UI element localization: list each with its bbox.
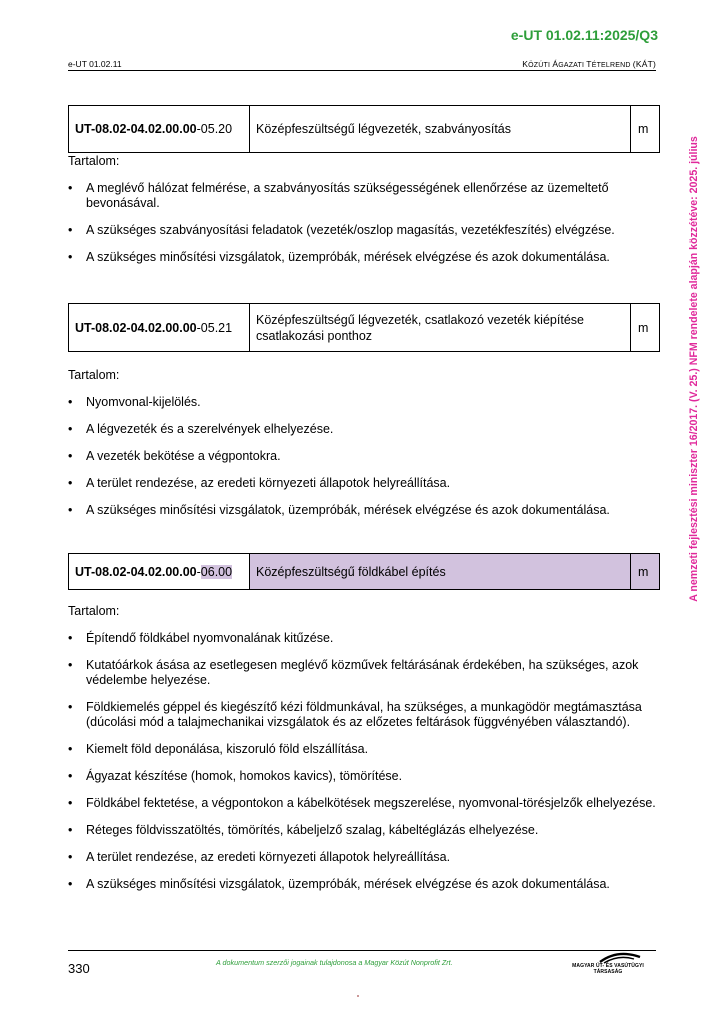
- header-right: KÖZÚTI ÁGAZATI TÉTELREND (KÁT): [522, 59, 656, 69]
- item-table-05-21: [68, 303, 660, 352]
- list-item: • Építendő földkábel nyomvonalának kitűzése.: [68, 631, 660, 646]
- item-description: Középfeszültségű földkábel építés: [250, 554, 631, 590]
- item-code: UT-08.02-04.02.00.00-05.20: [69, 106, 250, 153]
- bullet-list: [68, 181, 660, 277]
- list-item: • Nyomvonal-kijelölés.: [68, 395, 660, 410]
- list-item: • A szükséges minősítési vizsgálatok, üzempróbák, mérések elvégzése és azok dokumentálása.: [68, 503, 660, 518]
- item-code: UT-08.02-04.02.00.00-05.21: [69, 304, 250, 352]
- item-description: Középfeszültségű légvezeték, csatlakozó vezeték kiépítése csatlakozási ponthoz: [250, 304, 631, 352]
- list-item: • Földkábel fektetése, a végpontokon a kábelkötések megszerelése, nyomvonal-törésjelzők elhelyezése.: [68, 796, 660, 811]
- side-publication-note: A nemzeti fejlesztési miniszter 16/2017. (V. 25.) NFM rendelete alapján közzétéve: 2025. július: [688, 136, 700, 602]
- list-item: • A terület rendezése, az eredeti környezeti állapotok helyreállítása.: [68, 850, 660, 865]
- item-description: Középfeszültségű légvezeték, szabványosítás: [250, 106, 631, 153]
- copyright-note: A dokumentum szerzői jogainak tulajdonosa a Magyar Közút Nonprofit Zrt.: [216, 958, 453, 967]
- document-code: e-UT 01.02.11:2025/Q3: [510, 27, 658, 43]
- content-label: Tartalom:: [68, 154, 120, 168]
- list-item: • A szükséges minősítési vizsgálatok, üzempróbák, mérések elvégzése és azok dokumentálása.: [68, 250, 660, 265]
- scan-dot: [357, 995, 359, 997]
- item-unit: m: [631, 304, 660, 352]
- item-unit: m: [631, 554, 660, 590]
- list-item: • Ágyazat készítése (homok, homokos kavics), tömörítése.: [68, 769, 660, 784]
- list-item: • A meglévő hálózat felmérése, a szabványosítás szükségességének ellenőrzése az üzemeltető bevonásával.: [68, 181, 660, 211]
- content-label: Tartalom:: [68, 604, 120, 618]
- list-item: • Kiemelt föld deponálása, kiszoruló föld elszállítása.: [68, 742, 660, 757]
- list-item: • A légvezeték és a szerelvények elhelyezése.: [68, 422, 660, 437]
- bullet-list: [68, 395, 660, 530]
- content-label: Tartalom:: [68, 368, 120, 382]
- item-code: UT-08.02-04.02.00.00-06.00: [69, 554, 250, 590]
- list-item: • Kutatóárkok ásása az esetlegesen meglévő közművek feltárásának érdekében, ha szükséges, azok védelembe helyezése.: [68, 658, 660, 688]
- list-item: • A szükséges minősítési vizsgálatok, üzempróbák, mérések elvégzése és azok dokumentálása.: [68, 877, 660, 892]
- header-rule: [68, 70, 656, 71]
- item-table-05-20: [68, 105, 660, 153]
- header-left: e-UT 01.02.11: [68, 59, 122, 69]
- item-table-06-00: [68, 553, 660, 590]
- item-unit: m: [631, 106, 660, 153]
- page-number: 330: [68, 961, 90, 976]
- list-item: • Réteges földvisszatöltés, tömörítés, kábeljelző szalag, kábeltéglázás elhelyezése.: [68, 823, 660, 838]
- list-item: • A szükséges szabványosítási feladatok (vezeték/oszlop magasítás, vezetékfeszítés) elvégzése.: [68, 223, 660, 238]
- logo-text: MAGYAR ÚT- ÉS VASÚTÜGYI TÁRSASÁG: [572, 963, 644, 975]
- list-item: • A terület rendezése, az eredeti környezeti állapotok helyreállítása.: [68, 476, 660, 491]
- bullet-list: [68, 631, 660, 904]
- list-item: • Földkiemelés géppel és kiegészítő kézi földmunkával, ha szükséges, a munkagödör megtámasztása (dúcolási mód a talajmechanikai vizsgálatok és az előzetes feltárások függvényében választandó).: [68, 700, 660, 730]
- list-item: • A vezeték bekötése a végpontokra.: [68, 449, 660, 464]
